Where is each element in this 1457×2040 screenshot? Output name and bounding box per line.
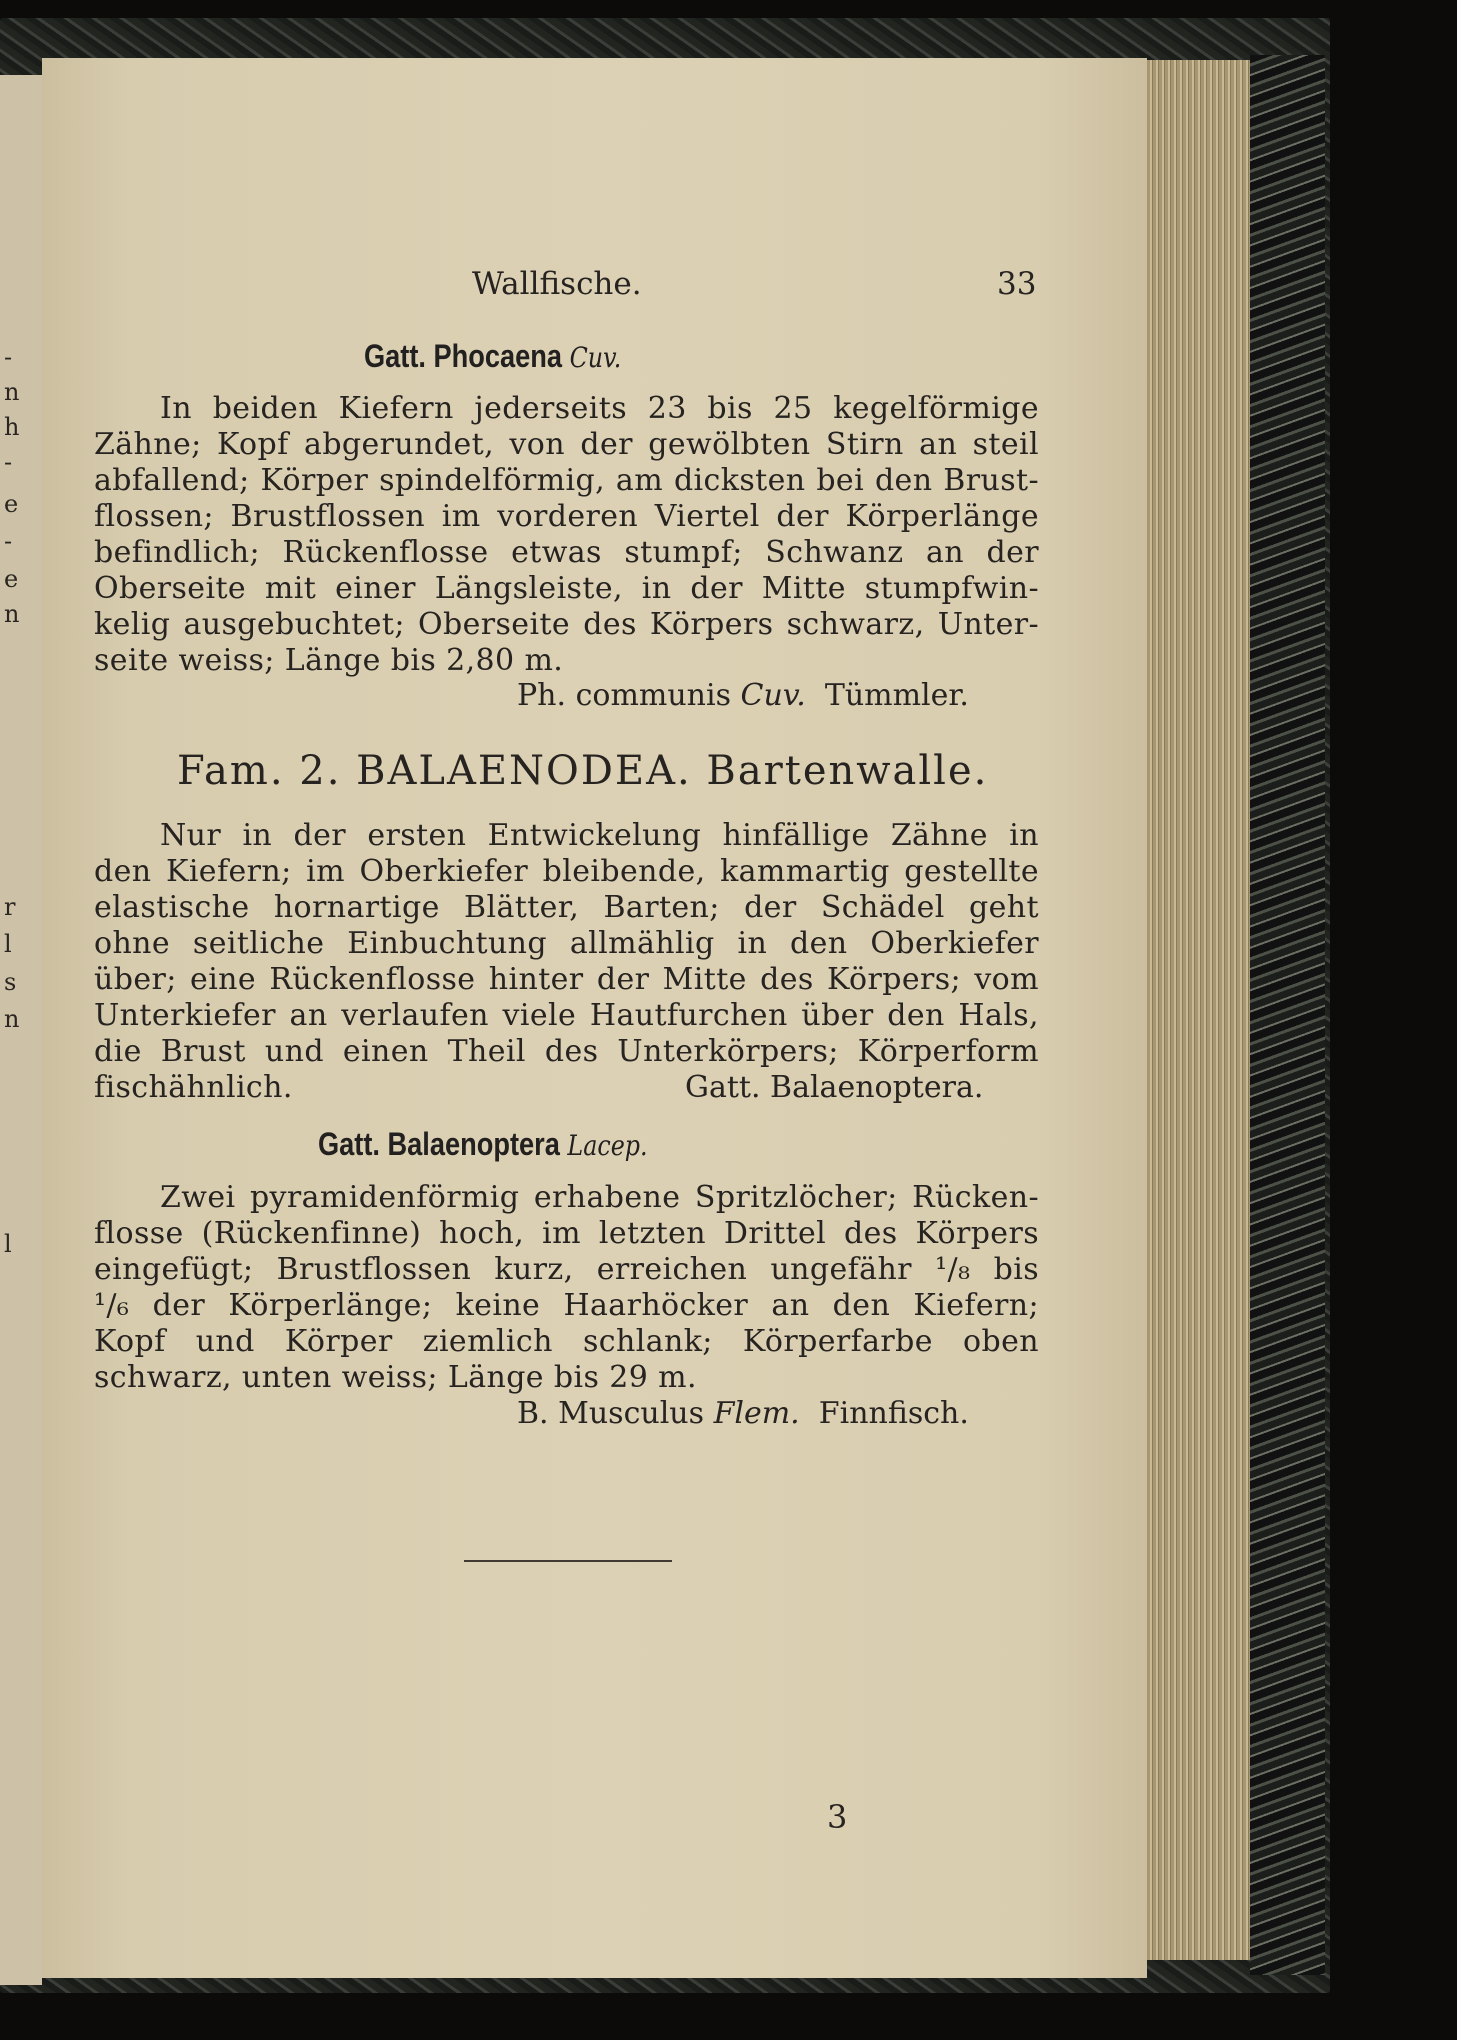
prev-page-letter: n bbox=[4, 378, 20, 406]
prev-page-letter: n bbox=[4, 1005, 20, 1033]
prev-page-letter: - bbox=[4, 448, 13, 476]
text-line: abfallend; Körper spindelförmig, am dicksten bei den Brust- bbox=[94, 463, 1039, 498]
species-line-finnfisch bbox=[517, 1396, 969, 1431]
species-author: Cuv. bbox=[740, 678, 806, 713]
species-genus: B. bbox=[517, 1396, 549, 1431]
prev-page-letter: e bbox=[4, 565, 19, 593]
genus-reference: Gatt. Balaenoptera. bbox=[685, 1070, 984, 1105]
prev-page-letter: - bbox=[4, 343, 13, 371]
species-line-tuemmler bbox=[517, 678, 969, 713]
running-head-title: Wallfische. bbox=[472, 266, 642, 302]
genus-label: Gatt. Phocaena bbox=[364, 338, 563, 374]
prev-page-letter: s bbox=[4, 968, 17, 996]
species-author: Flem. bbox=[713, 1396, 800, 1431]
text-line: ¹/₆ der Körperlänge; keine Haarhöcker an den Kiefern; bbox=[94, 1288, 1039, 1323]
text-line: ohne seitliche Einbuchtung allmählig in den Oberkiefer bbox=[94, 926, 1039, 961]
genus-heading-balaenoptera bbox=[318, 1126, 648, 1163]
text-line: Nur in der ersten Entwickelung hinfällige Zähne in bbox=[160, 818, 1039, 853]
genus-label: Gatt. Balaenoptera bbox=[318, 1126, 560, 1162]
text-line: Zwei pyramidenförmig erhabene Spritzlöcher; Rücken- bbox=[160, 1180, 1039, 1215]
page-number: 33 bbox=[997, 266, 1037, 302]
marbled-cover-edge bbox=[1250, 55, 1325, 1975]
family-heading: Fam. 2. BALAENODEA. Bartenwalle. bbox=[177, 748, 989, 794]
genus-author: Lacep. bbox=[567, 1129, 648, 1162]
text-line: fischähnlich. bbox=[94, 1070, 293, 1105]
book-page bbox=[42, 58, 1147, 1978]
text-line: elastische hornartige Blätter, Barten; der Schädel geht bbox=[94, 890, 1039, 925]
text-line: befindlich; Rückenflosse etwas stumpf; Schwanz an der bbox=[94, 535, 1039, 570]
prev-page-letter: l bbox=[4, 930, 12, 958]
prev-page-letter: e bbox=[4, 490, 19, 518]
text-line: Zähne; Kopf abgerundet, von der gewölbten Stirn an steil bbox=[94, 427, 1039, 462]
prev-page-letter: r bbox=[4, 893, 16, 921]
text-line: den Kiefern; im Oberkiefer bleibende, kammartig gestellte bbox=[94, 854, 1039, 889]
signature-mark: 3 bbox=[827, 1798, 848, 1836]
text-line: In beiden Kiefern jederseits 23 bis 25 kegelförmige bbox=[160, 391, 1039, 426]
text-line: eingefügt; Brustflossen kurz, erreichen ungefähr ¹/₈ bis bbox=[94, 1252, 1039, 1287]
genus-heading-phocaena bbox=[364, 338, 621, 375]
text-line: seite weiss; Länge bis 2,80 m. bbox=[94, 643, 564, 678]
text-line: die Brust und einen Theil des Unterkörpers; Körperform bbox=[94, 1034, 1039, 1069]
page-edges bbox=[1147, 60, 1250, 1960]
species-name: communis bbox=[575, 678, 731, 713]
species-genus: Ph. bbox=[517, 678, 567, 713]
text-line: flossen; Brustflossen im vorderen Viertel der Körperlänge bbox=[94, 499, 1039, 534]
previous-page-fragment bbox=[0, 75, 42, 1985]
text-line: Kopf und Körper ziemlich schlank; Körperfarbe oben bbox=[94, 1324, 1039, 1359]
text-line: schwarz, unten weiss; Länge bis 29 m. bbox=[94, 1360, 697, 1395]
text-line: über; eine Rückenflosse hinter der Mitte des Körpers; vom bbox=[94, 962, 1039, 997]
prev-page-letter: h bbox=[4, 413, 20, 441]
section-end-rule bbox=[464, 1560, 672, 1562]
species-name: Musculus bbox=[558, 1396, 705, 1431]
genus-author: Cuv. bbox=[569, 341, 622, 374]
common-name: Finnfisch. bbox=[818, 1396, 969, 1431]
prev-page-letter: l bbox=[4, 1230, 12, 1258]
text-line: flosse (Rückenfinne) hoch, im letzten Drittel des Körpers bbox=[94, 1216, 1039, 1251]
text-line: kelig ausgebuchtet; Oberseite des Körpers schwarz, Unter- bbox=[94, 607, 1039, 642]
text-line: Unterkiefer an verlaufen viele Hautfurchen über den Hals, bbox=[94, 998, 1039, 1033]
prev-page-letter: - bbox=[4, 527, 13, 555]
text-line: Oberseite mit einer Längsleiste, in der Mitte stumpfwin- bbox=[94, 571, 1039, 606]
common-name: Tümmler. bbox=[824, 678, 969, 713]
prev-page-letter: n bbox=[4, 600, 20, 628]
